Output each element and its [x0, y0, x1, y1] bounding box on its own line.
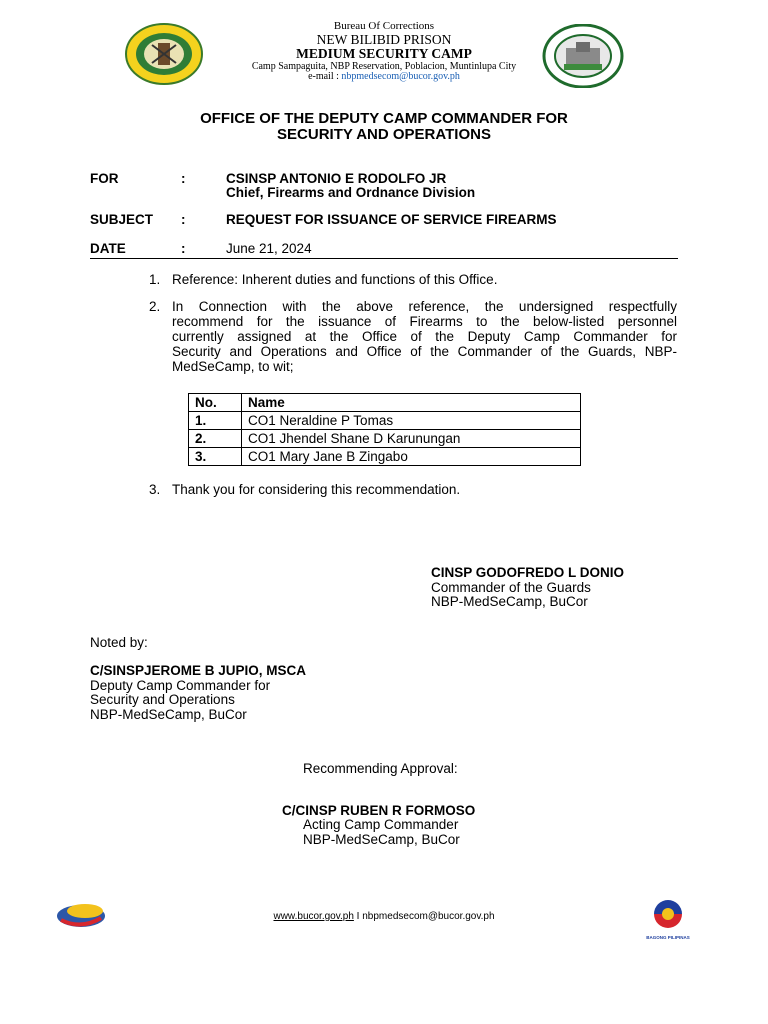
header-no: No. — [189, 394, 242, 412]
paragraph-2-line: recommend for the issuance of Firearms to the below-listed personnel — [172, 314, 677, 329]
row-name: CO1 Neraldine P Tomas — [242, 412, 581, 430]
row-number: 1. — [189, 412, 242, 430]
paragraph-2-number: 2. — [149, 299, 161, 314]
approval-block — [303, 818, 460, 847]
email-label: e-mail : — [308, 71, 342, 82]
table-row — [189, 448, 581, 466]
for-position: Chief, Firearms and Ordnance Division — [226, 185, 476, 200]
email-line — [0, 71, 768, 82]
personnel-table — [188, 393, 581, 466]
row-name: CO1 Jhendel Shane D Karunungan — [242, 430, 581, 448]
subject-colon: : — [181, 212, 186, 227]
paragraph-2-line: Security and Operations and Office of the Commander of the Guards, NBP- — [172, 344, 677, 359]
paragraph-1: Reference: Inherent duties and functions of this Office. — [172, 272, 498, 287]
subject-label: SUBJECT — [90, 212, 154, 227]
signatory-office: NBP-MedSeCamp, BuCor — [431, 594, 588, 609]
paragraph-3-number: 3. — [149, 482, 161, 497]
approval-title: Acting Camp Commander — [303, 817, 459, 832]
address: Camp Sampaguita, NBP Reservation, Poblacion, Muntinlupa City — [251, 61, 517, 72]
approval-label: Recommending Approval: — [303, 761, 458, 776]
table-row — [189, 430, 581, 448]
footer-email[interactable]: nbpmedsecom@bucor.gov.ph — [362, 911, 495, 922]
for-colon: : — [181, 171, 186, 186]
signatory-name: CINSP GODOFREDO L DONIO — [431, 565, 625, 580]
bureau-name: Bureau Of Corrections — [333, 20, 435, 32]
signatory-block — [431, 566, 624, 610]
office-title-line-2: SECURITY AND OPERATIONS — [277, 126, 491, 143]
paragraph-2-line: currently assigned at the Office of the Deputy Camp Commander for — [172, 329, 677, 344]
paragraph-2-line: MedSeCamp, to wit; — [172, 359, 294, 374]
row-name: CO1 Mary Jane B Zingabo — [242, 448, 581, 466]
paragraph-1-number: 1. — [149, 272, 161, 287]
table-header-row — [189, 394, 581, 412]
noted-block — [90, 664, 306, 722]
office-title-line-1: OFFICE OF THE DEPUTY CAMP COMMANDER FOR — [200, 110, 568, 127]
date-label: DATE — [90, 241, 126, 256]
footer-website-link[interactable]: www.bucor.gov.ph — [273, 911, 354, 922]
for-label: FOR — [90, 171, 119, 186]
date-value: June 21, 2024 — [226, 241, 312, 256]
approval-office: NBP-MedSeCamp, BuCor — [303, 831, 460, 847]
approval-name: C/CINSP RUBEN R FORMOSO — [282, 803, 476, 818]
paragraph-2 — [172, 299, 677, 374]
noted-title-2: Security and Operations — [90, 692, 235, 707]
noted-office: NBP-MedSeCamp, BuCor — [90, 706, 247, 722]
bagong-pilipinas-text: BAGONG PILIPINAS — [646, 935, 690, 940]
noted-name: C/SINSPJEROME B JUPIO, MSCA — [90, 663, 307, 678]
table-row — [189, 412, 581, 430]
for-name: CSINSP ANTONIO E RODOLFO JR — [226, 171, 447, 186]
bagong-pilipinas-logo — [644, 898, 692, 938]
right-seal-logo — [542, 24, 624, 88]
footer-separator: I — [353, 911, 363, 922]
row-number: 2. — [189, 430, 242, 448]
signatory-title: Commander of the Guards — [431, 579, 591, 595]
prison-name: NEW BILIBID PRISON — [316, 32, 452, 47]
header-name: Name — [242, 394, 581, 412]
noted-by-label: Noted by: — [90, 635, 148, 650]
subject-text: REQUEST FOR ISSUANCE OF SERVICE FIREARMS — [226, 212, 557, 227]
header-divider — [90, 258, 678, 259]
paragraph-2-line: In Connection with the above reference, the undersigned respectfully — [172, 299, 677, 314]
paragraph-3: Thank you for considering this recommendation. — [172, 482, 461, 497]
camp-name: MEDIUM SECURITY CAMP — [296, 46, 472, 61]
date-colon: : — [181, 241, 186, 256]
row-number: 3. — [189, 448, 242, 466]
noted-title-1: Deputy Camp Commander for — [90, 677, 271, 693]
email-link[interactable]: nbpmedsecom@bucor.gov.ph — [341, 71, 460, 82]
